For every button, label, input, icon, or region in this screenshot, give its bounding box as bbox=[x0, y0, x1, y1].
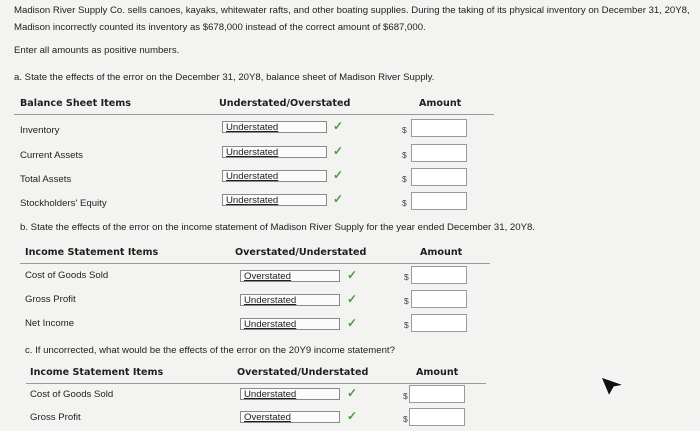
part-c-item-cogs: Cost of Goods Sold bbox=[30, 389, 114, 400]
checkmark-icon: ✓ bbox=[347, 409, 358, 423]
part-a-amount-input-total-assets[interactable] bbox=[411, 168, 467, 186]
part-a-effect-select-stockholders-equity[interactable]: Understated bbox=[222, 194, 327, 206]
checkmark-icon: ✓ bbox=[347, 316, 358, 330]
part-a-effect-select-total-assets[interactable]: Understated bbox=[222, 170, 327, 182]
part-c-effect-select-gross-profit[interactable]: Overstated bbox=[240, 411, 340, 423]
part-c-col-amount: Amount bbox=[416, 367, 459, 378]
dollar-sign: $ bbox=[404, 272, 409, 282]
part-a-col-effect: Understated/Overstated bbox=[219, 98, 351, 109]
dollar-sign: $ bbox=[404, 296, 409, 306]
dollar-sign: $ bbox=[403, 414, 408, 424]
part-b-effect-select-net-income[interactable]: Understated bbox=[240, 318, 340, 330]
part-b-amount-input-gross-profit[interactable] bbox=[411, 290, 467, 308]
dollar-sign: $ bbox=[402, 174, 407, 184]
checkmark-icon: ✓ bbox=[333, 144, 344, 158]
part-a-col-amount: Amount bbox=[419, 98, 462, 109]
mouse-pointer-icon bbox=[600, 375, 626, 397]
part-b-amount-input-cogs[interactable] bbox=[411, 266, 467, 284]
part-a-item-current-assets: Current Assets bbox=[20, 150, 83, 161]
part-b-item-net-income: Net Income bbox=[25, 318, 75, 329]
part-c-amount-input-gross-profit[interactable] bbox=[409, 408, 465, 426]
part-b-col-effect: Overstated/Understated bbox=[235, 247, 367, 258]
part-a-col-item: Balance Sheet Items bbox=[20, 98, 131, 109]
dollar-sign: $ bbox=[403, 391, 408, 401]
part-a-prompt: a. State the effects of the error on the December 31, 20Y8, balance sheet of Madison River Supply. bbox=[14, 72, 435, 83]
part-c-prompt: c. If uncorrected, what would be the effects of the error on the 20Y9 income statement? bbox=[25, 345, 395, 356]
problem-statement: Madison River Supply Co. sells canoes, kayaks, whitewater rafts, and other boating supplies. During the taking of its physical inventory on December 31, 20Y8, Madison incorrectly counted its inventory as $678,000 instead of the correct amount of $687,000. bbox=[14, 5, 690, 33]
dollar-sign: $ bbox=[402, 150, 407, 160]
checkmark-icon: ✓ bbox=[333, 168, 344, 182]
part-c-item-gross-profit: Gross Profit bbox=[30, 412, 81, 423]
dollar-sign: $ bbox=[402, 198, 407, 208]
part-b-header-rule bbox=[20, 263, 490, 264]
part-a-item-stockholders-equity: Stockholders' Equity bbox=[20, 198, 107, 209]
part-a-amount-input-current-assets[interactable] bbox=[411, 144, 467, 162]
part-b-col-item: Income Statement Items bbox=[25, 247, 159, 258]
part-c-header-rule bbox=[26, 383, 486, 384]
checkmark-icon: ✓ bbox=[333, 192, 344, 206]
part-a-effect-select-inventory[interactable]: Understated bbox=[222, 121, 327, 133]
part-b-item-cogs: Cost of Goods Sold bbox=[25, 270, 109, 281]
part-a-effect-select-current-assets[interactable]: Understated bbox=[222, 146, 327, 158]
part-a-item-total-assets: Total Assets bbox=[20, 174, 72, 185]
checkmark-icon: ✓ bbox=[347, 386, 358, 400]
part-b-col-amount: Amount bbox=[420, 247, 463, 258]
part-a-amount-input-stockholders-equity[interactable] bbox=[411, 192, 467, 210]
dollar-sign: $ bbox=[404, 320, 409, 330]
part-b-item-gross-profit: Gross Profit bbox=[25, 294, 76, 305]
part-c-col-item: Income Statement Items bbox=[30, 367, 164, 378]
part-b-prompt: b. State the effects of the error on the income statement of Madison River Supply for the year ended December 31, 20Y8. bbox=[20, 222, 535, 233]
part-c-col-effect: Overstated/Understated bbox=[237, 367, 369, 378]
part-c-effect-select-cogs[interactable]: Understated bbox=[240, 388, 340, 400]
checkmark-icon: ✓ bbox=[347, 292, 358, 306]
checkmark-icon: ✓ bbox=[347, 268, 358, 282]
part-a-amount-input-inventory[interactable] bbox=[411, 119, 467, 137]
checkmark-icon: ✓ bbox=[333, 119, 344, 133]
part-c-amount-input-cogs[interactable] bbox=[409, 385, 465, 403]
instruction-text: Enter all amounts as positive numbers. bbox=[14, 45, 180, 56]
part-b-amount-input-net-income[interactable] bbox=[411, 314, 467, 332]
part-a-header-rule bbox=[14, 114, 494, 115]
part-b-effect-select-cogs[interactable]: Overstated bbox=[240, 270, 340, 282]
part-b-effect-select-gross-profit[interactable]: Understated bbox=[240, 294, 340, 306]
part-a-item-inventory: Inventory bbox=[20, 125, 60, 136]
dollar-sign: $ bbox=[402, 125, 407, 135]
